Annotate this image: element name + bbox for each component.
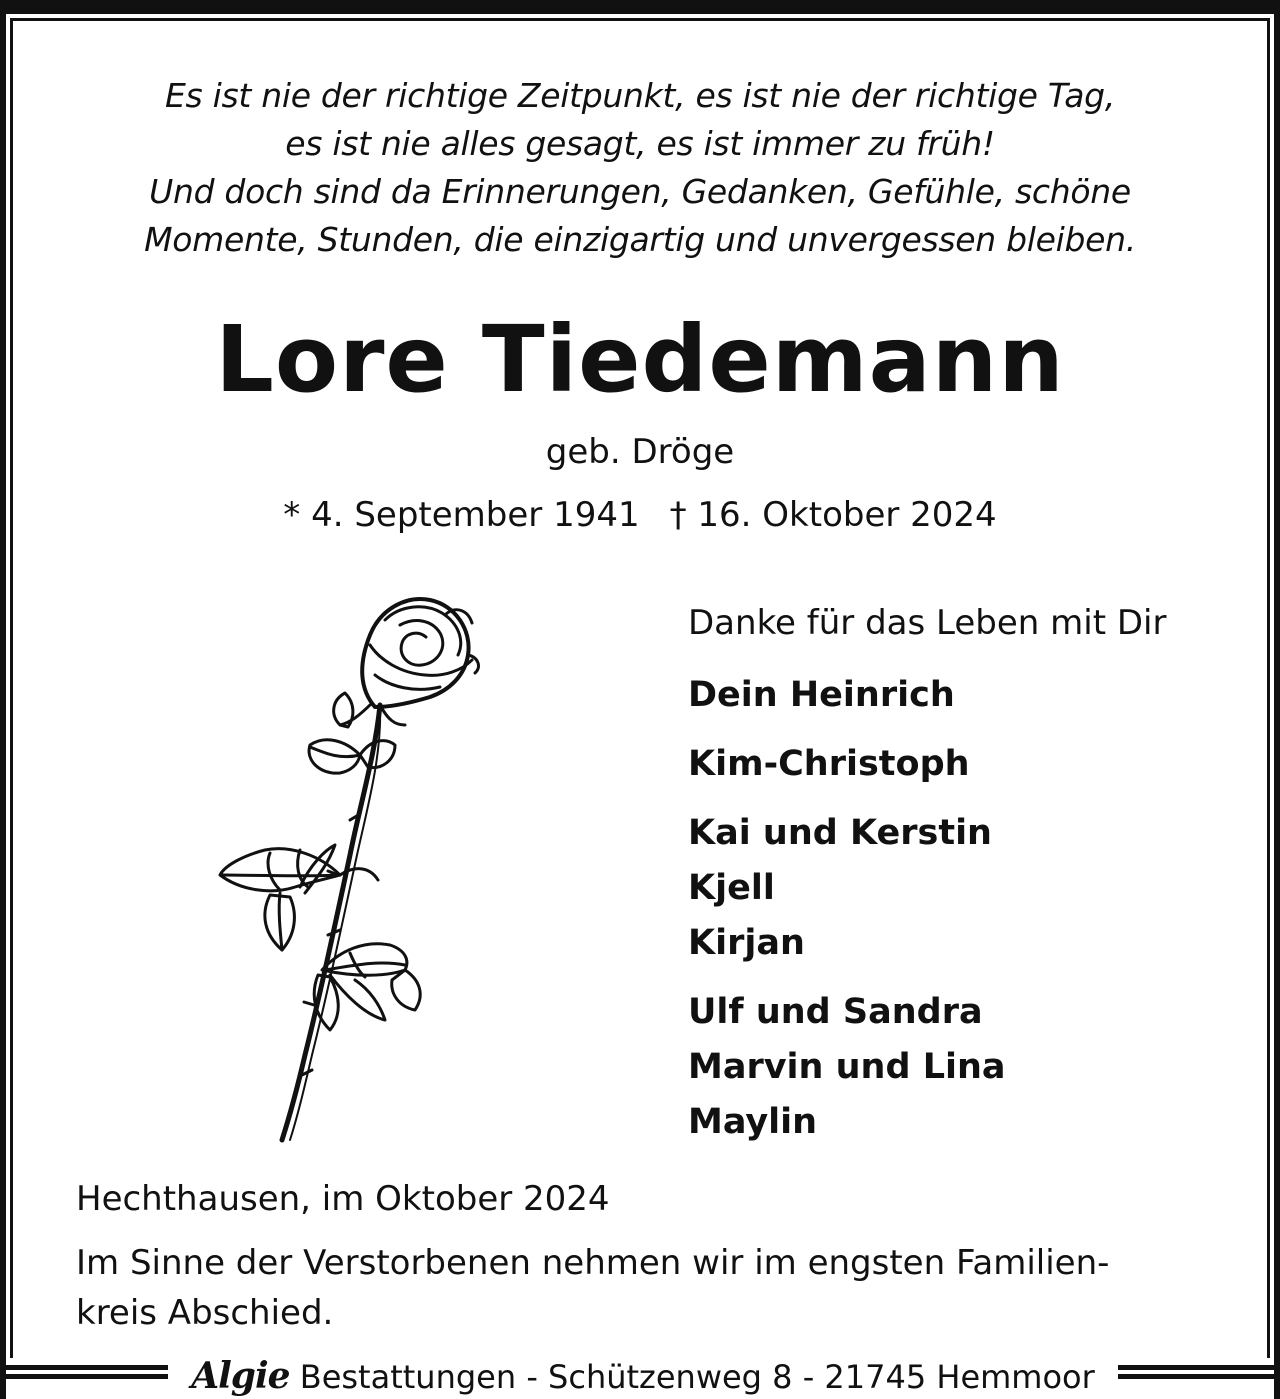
family-member: Kim-Christoph xyxy=(688,744,970,784)
family-group xyxy=(688,985,1006,1150)
memorial-quote xyxy=(40,72,1240,264)
rule-left xyxy=(0,1365,168,1379)
family-list xyxy=(688,668,1006,1164)
thanks-line: Danke für das Leben mit Dir xyxy=(688,603,1167,643)
family-member: Dein Heinrich xyxy=(688,675,955,715)
family-group xyxy=(688,806,1006,971)
funeral-home-address: Bestattungen - Schützenweg 8 - 21745 Hemmoor xyxy=(299,1358,1095,1396)
quote-line: es ist nie alles gesagt, es ist immer zu früh! xyxy=(285,124,995,163)
quote-line: Momente, Stunden, die einzigartig und unvergessen bleiben. xyxy=(144,220,1136,259)
family-group xyxy=(688,668,1006,723)
place-date: Hechthausen, im Oktober 2024 xyxy=(76,1179,610,1219)
funeral-home-logo: Algie xyxy=(191,1355,290,1397)
birth-date: * 4. September 1941 xyxy=(283,495,640,535)
death-date: † 16. Oktober 2024 xyxy=(669,495,997,535)
rose-illustration xyxy=(210,575,490,1155)
farewell-line: kreis Abschied. xyxy=(76,1293,334,1333)
funeral-home-footer xyxy=(168,1356,1118,1396)
family-group xyxy=(688,737,1006,792)
rule-right xyxy=(1118,1365,1280,1379)
family-member: Maylin xyxy=(688,1102,818,1142)
maiden-name: geb. Dröge xyxy=(545,432,735,472)
family-member: Ulf und Sandra xyxy=(688,992,983,1032)
farewell-line: Im Sinne der Verstorbenen nehmen wir im engsten Familien- xyxy=(76,1243,1110,1283)
family-member: Kirjan xyxy=(688,923,805,963)
quote-line: Es ist nie der richtige Zeitpunkt, es ist nie der richtige Tag, xyxy=(164,76,1116,115)
farewell-note xyxy=(76,1238,1216,1338)
family-member: Kai und Kerstin xyxy=(688,813,992,853)
quote-line: Und doch sind da Erinnerungen, Gedanken, Gefühle, schöne xyxy=(149,172,1131,211)
family-member: Kjell xyxy=(688,868,775,908)
life-dates xyxy=(0,492,1280,538)
deceased-name: Lore Tiedemann xyxy=(215,306,1065,413)
family-member: Marvin und Lina xyxy=(688,1047,1006,1087)
